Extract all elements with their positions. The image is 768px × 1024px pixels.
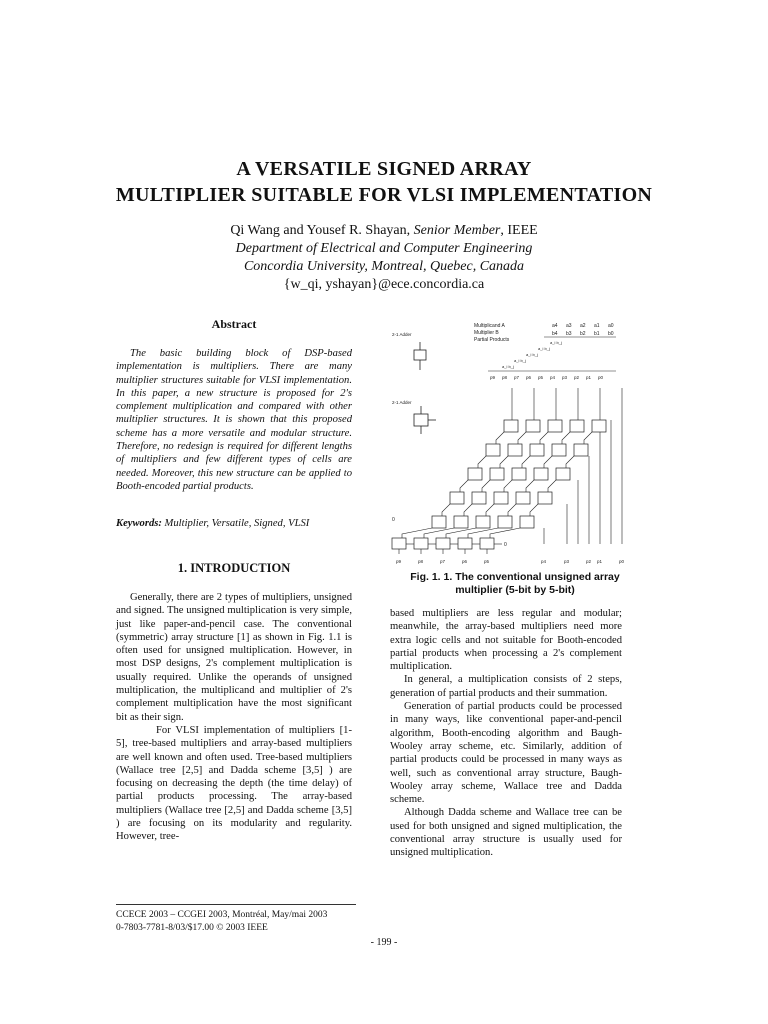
introduction-heading: 1. INTRODUCTION bbox=[177, 561, 291, 575]
carry-in-zero: 0 bbox=[504, 542, 507, 548]
bit-b3: b3 bbox=[566, 331, 572, 337]
svg-text:a_i b_j: a_i b_j bbox=[550, 340, 562, 345]
svg-text:p0: p0 bbox=[598, 375, 604, 380]
keywords bbox=[116, 518, 352, 529]
svg-text:p8: p8 bbox=[418, 559, 424, 564]
author-department: Department of Electrical and Computer Engineering bbox=[235, 241, 533, 256]
svg-text:a_i b_j: a_i b_j bbox=[502, 364, 514, 369]
svg-text:p2: p2 bbox=[586, 559, 592, 564]
right-paragraph-1: based multipliers are less regular and modular; meanwhile, the array-based multipliers need more extra logic cells and not suitable for Booth-encoded partial products when processing a 2's complement multiplication. bbox=[390, 608, 622, 673]
footnote bbox=[116, 909, 376, 934]
right-paragraph-4: Although Dadda scheme and Wallace tree can be used for both unsigned and signed multiplication, the conventional array structure is usually used for unsigned multiplication. bbox=[390, 807, 622, 859]
svg-text:p3: p3 bbox=[564, 559, 570, 564]
abstract-text: The basic building block of DSP-based implementation is multipliers. There are many multiplier structures suitable for VLSI implementation. In this paper, a new structure is proposed for 2's complement multiplication and compared with other multiplier structures. It is shown that this proposed scheme has a more versatile and modular structure. Therefore, no redesign is required for different lengths of multipliers and few different types of cells are needed. Moreover, this new structure can be applied to Booth-encoded partial products. bbox=[116, 348, 352, 492]
svg-text:p4: p4 bbox=[541, 559, 547, 564]
right-column-text bbox=[390, 607, 622, 860]
svg-text:p0: p0 bbox=[619, 559, 625, 564]
abstract-heading: Abstract bbox=[211, 317, 257, 331]
svg-text:p9: p9 bbox=[396, 559, 402, 564]
svg-text:p7: p7 bbox=[440, 559, 446, 564]
intro-paragraph-1: Generally, there are 2 types of multipliers, unsigned and signed. The unsigned multiplication is very simple, just like paper-and-pencil case. The conventional (symmetric) array structure [1] as shown in Fig. 1.1 is often used for unsigned multiplication. However, in most DSP designs, 2's complement multiplication is usually required. Unlike the operands of unsigned multiplication, the multiplicand and multiplier of 2's complement multiplication have the most significant bit as their sign. bbox=[116, 592, 352, 723]
bit-b2: b2 bbox=[580, 331, 586, 337]
svg-text:a_i b_j: a_i b_j bbox=[538, 346, 550, 351]
legend-multiplier: Multiplier B bbox=[474, 330, 499, 336]
svg-text:p6: p6 bbox=[526, 375, 532, 380]
svg-text:a_i b_j: a_i b_j bbox=[514, 358, 526, 363]
paper-title-line-1: A VERSATILE SIGNED ARRAY bbox=[236, 158, 532, 180]
bit-a3: a3 bbox=[566, 323, 572, 329]
author-university: Concordia University, Montreal, Quebec, Canada bbox=[243, 259, 525, 274]
figure-1-1-array-multiplier bbox=[384, 316, 646, 568]
introduction-text bbox=[116, 591, 352, 844]
svg-text:p1: p1 bbox=[586, 375, 592, 380]
footnote-divider bbox=[116, 904, 356, 905]
bit-a1: a1 bbox=[594, 323, 600, 329]
bit-b0: b0 bbox=[608, 331, 614, 337]
svg-text:p6: p6 bbox=[462, 559, 468, 564]
adder-label-top: 2-1 Adder bbox=[392, 332, 412, 337]
svg-text:p5: p5 bbox=[538, 375, 544, 380]
author-block bbox=[0, 222, 768, 294]
svg-text:p5: p5 bbox=[484, 559, 490, 564]
svg-text:p4: p4 bbox=[550, 375, 556, 380]
right-paragraph-2: In general, a multiplication consists of 2 steps, generation of partial products and their summation. bbox=[390, 674, 622, 699]
copyright-line: 0-7803-7781-8/03/$17.00 © 2003 IEEE bbox=[116, 922, 268, 933]
svg-text:p2: p2 bbox=[574, 375, 580, 380]
conference-line: CCECE 2003 – CCGEI 2003, Montréal, May/mai 2003 bbox=[116, 910, 328, 920]
svg-text:p9: p9 bbox=[490, 375, 496, 380]
intro-paragraph-2: For VLSI implementation of multipliers [1-5], tree-based multipliers and array-based multipliers are well known and often used. Tree-based multipliers (Wallace tree [2,5] and Dadda scheme [3,5] ) are focusing on decreasing the depth (the time delay) of partial products processing. The array-based multipliers (Wallace tree [2,5] and Dadda scheme [3,5] ) are focusing on its modularity and regularity. However, tree- bbox=[116, 724, 352, 843]
svg-text:p8: p8 bbox=[502, 375, 508, 380]
author-names: Qi Wang and Yousef R. Shayan, Senior Member, IEEE bbox=[230, 223, 538, 238]
bit-a0: a0 bbox=[608, 323, 614, 329]
adder-label: 2-1 Adder bbox=[392, 400, 412, 405]
right-paragraph-3: Generation of partial products could be processed in many ways, like conventional paper-and-pencil algorithm, Booth-encoding algorithm and Baugh-Wooley array scheme, etc. Similarly, addition of partial products could be processed in many ways as well, such as conventional array structure, Baugh-Wooley array scheme, Wallace tree and Dadda scheme. bbox=[390, 701, 622, 806]
bit-b1: b1 bbox=[594, 331, 600, 337]
keywords-text: Multiplier, Versatile, Signed, VLSI bbox=[161, 518, 310, 529]
bit-a4: a4 bbox=[552, 323, 558, 329]
bit-a2: a2 bbox=[580, 323, 586, 329]
figure-caption: Fig. 1. 1. The conventional unsigned array multiplier (5-bit by 5-bit) bbox=[410, 571, 620, 596]
legend-multiplicand: Multiplicand A bbox=[474, 323, 505, 329]
author-email: {w_qi, yshayan}@ece.concordia.ca bbox=[283, 277, 485, 292]
legend-partial-products: Partial Products bbox=[474, 337, 510, 343]
svg-text:a_i b_j: a_i b_j bbox=[526, 352, 538, 357]
svg-text:p1: p1 bbox=[597, 559, 603, 564]
svg-text:p7: p7 bbox=[514, 375, 520, 380]
paper-title-line-2: MULTIPLIER SUITABLE FOR VLSI IMPLEMENTATION bbox=[115, 184, 653, 206]
row-zero: 0 bbox=[392, 517, 395, 523]
bit-b4: b4 bbox=[552, 331, 558, 337]
page-number: - 199 - bbox=[370, 937, 398, 948]
svg-text:p3: p3 bbox=[562, 375, 568, 380]
keywords-label: Keywords: bbox=[116, 518, 162, 529]
